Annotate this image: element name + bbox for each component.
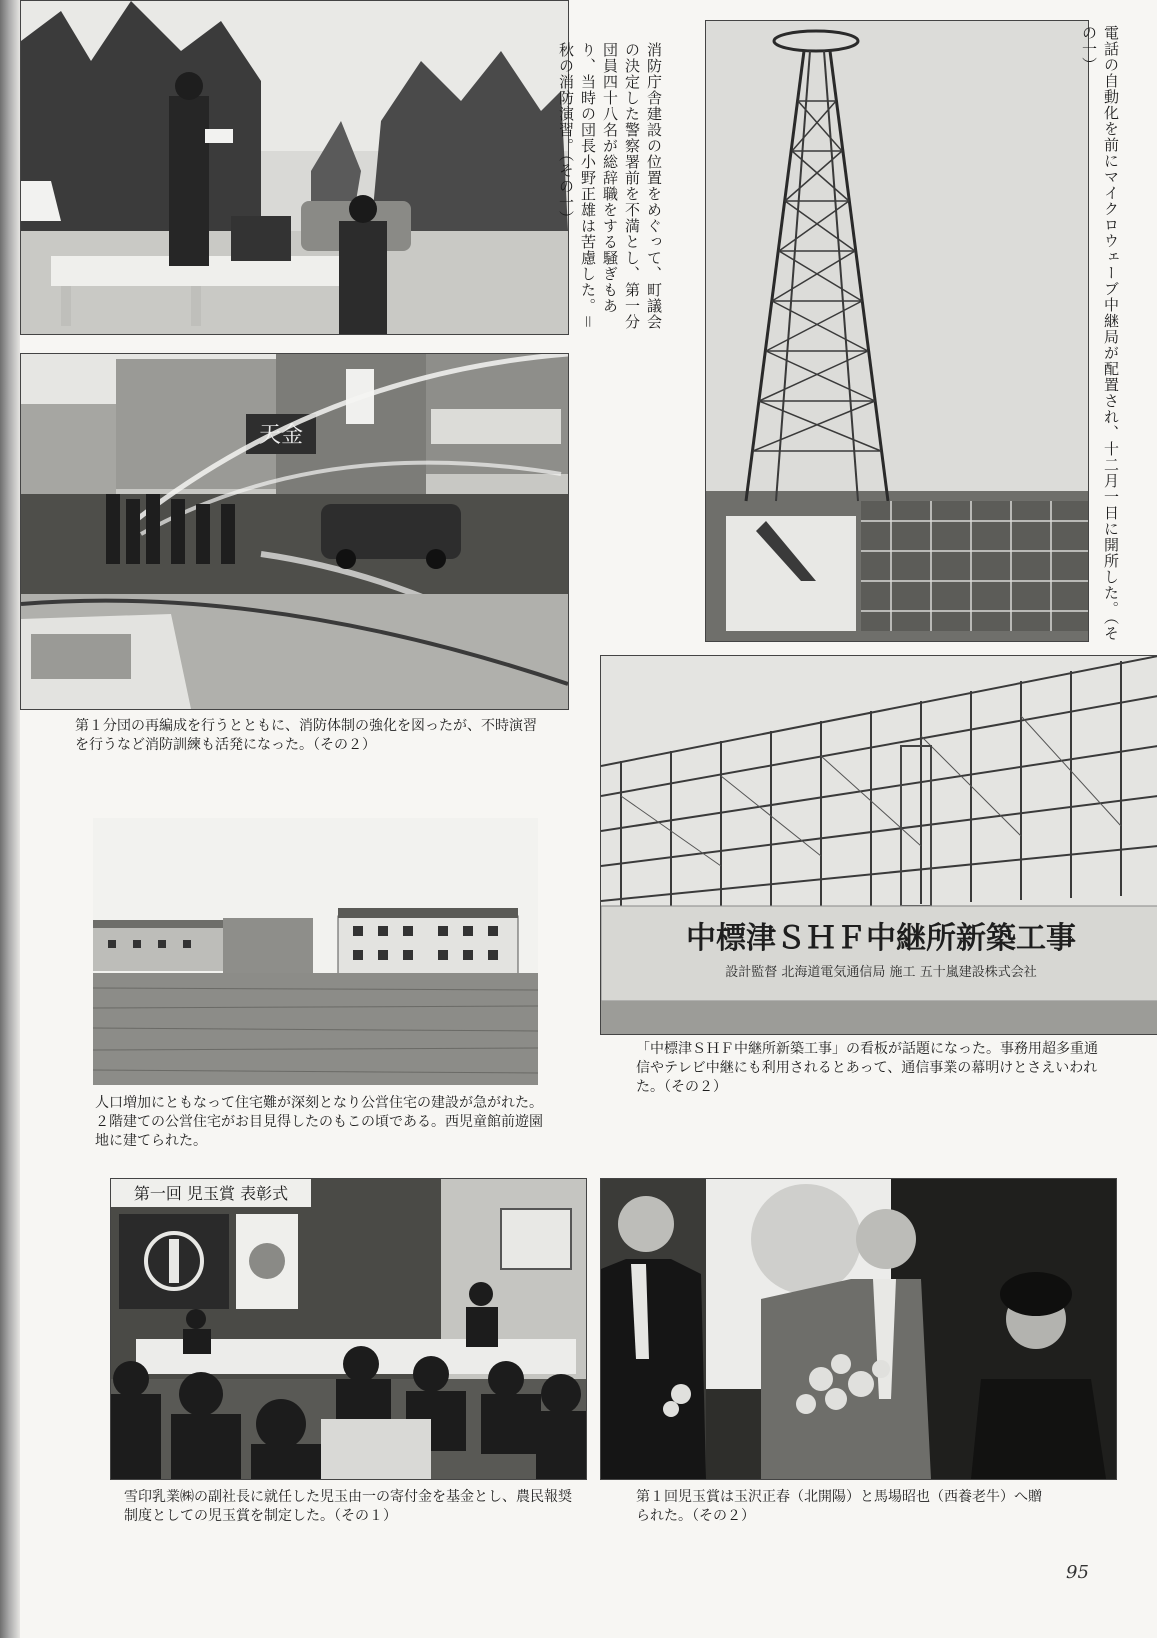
photo-fire-drill-speech [20,0,569,335]
page-number: 95 [1066,1562,1089,1583]
caption-shf: 「中標津ＳＨＦ中継所新築工事」の看板が話題になった。事務用超多重通信やテレビ中継にも利用されるとあって、通信事業の幕明けとさえいわれた。（その２） [636,1041,1098,1095]
sign-shop-tenkin: 天金 [258,423,304,448]
caption-housing: 人口増加にともなって住宅難が深刻となり公営住宅の建設が急がれた。２階建ての公営住宅がお目見得したのもこの頃である。西児童館前遊園地に建てられた。 [95,1095,543,1149]
sign-ceremony: 第一回 児玉賞 表彰式 [133,1184,289,1203]
photo-shf-construction [600,655,1157,1035]
sign-construction-main: 中標津ＳＨＦ中継所新築工事 [686,921,1076,956]
caption-microwave: 電話の自動化を前にマイクロウェーブ中継局が配置され、十二月一日に開所した。（その一） [1080,25,1120,642]
photo-prize-winners [600,1178,1117,1480]
sign-construction-sub: 設計監督 北海道電気通信局 施工 五十嵐建設株式会社 [725,965,1037,980]
caption-prize-winners: 第１回児玉賞は玉沢正春（北開陽）と馬場昭也（西養老牛）へ贈られた。（その２） [636,1489,1042,1524]
photo-water-spray-drill [20,353,569,710]
caption-fire-hall: 消防庁舎建設の位置をめぐって、町議会の決定した警察署前を不満とし、第一分団員四十八名が総辞職をする騒ぎもあり、当時の団長小野正雄は苦慮した。＝秋の消防演習。（その一） [557,42,663,331]
book-binding-shadow [0,0,20,1638]
photo-microwave-tower [705,20,1089,642]
photo-public-housing [93,818,538,1085]
caption-prize-fund: 雪印乳業㈱の副社長に就任した児玉由一の寄付金を基金とし、農民報奨制度としての児玉賞を制定した。（その１） [124,1489,572,1524]
caption-fire-drill: 第１分団の再編成を行うとともに、消防体制の強化を図ったが、不時演習を行うなど消防訓練も活発になった。（その２） [75,718,537,753]
photo-prize-ceremony [110,1178,587,1480]
